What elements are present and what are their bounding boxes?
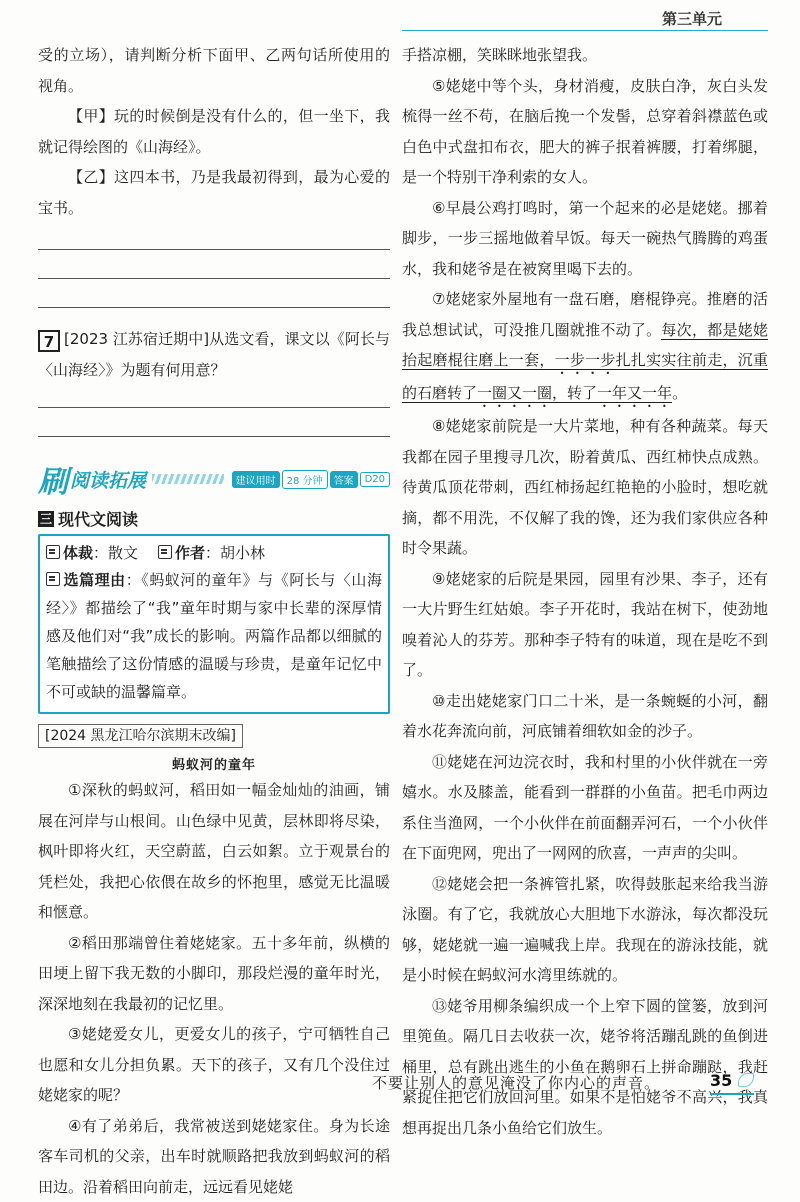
question-7 xyxy=(38,324,390,385)
yi-text: 这四本书，乃是我最初得到，最为心爱的宝书。 xyxy=(38,168,390,217)
paragraph-6: ⑥早晨公鸡打鸣时，第一个起来的必是姥姥。挪着脚步，一步三摇地做着早饭。每天一碗热气腾腾的鸡蛋水，我和姥爷是在被窝里喝下去的。 xyxy=(402,193,768,285)
reading-banner xyxy=(38,457,390,501)
page-number-text: 35 xyxy=(710,1071,732,1090)
paragraph-13: ⑬姥爷用柳条编织成一个上窄下圆的筐篓，放到河里篼鱼。隔几日去收获一次，姥爷将活蹦乱跳的鱼倒进桶里，总有跳出逃生的小鱼在鹅卵石上拼命蹦跶，我赶紧捉住把它们放回河里。如果不是怕姥爷不高兴，我真想再捉出几条小鱼给它们放生。 xyxy=(402,991,768,1144)
answer-line[interactable] xyxy=(38,249,390,250)
genre-label: 体裁 xyxy=(63,544,93,562)
paragraph-4-end: 手搭凉棚，笑眯眯地张望我。 xyxy=(402,40,768,71)
p7-e: ，转了 xyxy=(552,384,597,402)
jia-label: 【甲】 xyxy=(68,107,114,125)
paragraph-3: ③姥姥爱女儿，更爱女儿的孩子，宁可牺牲自己也愿和女儿分担负累。天下的孩子，又有几个没住过姥姥家的呢？ xyxy=(38,1019,390,1111)
paragraph-2: ②稻田那端曾住着姥姥家。五十多年前，纵横的田埂上留下我无数的小脚印，那段烂漫的童年时光，深深地刻在我最初的记忆里。 xyxy=(38,928,390,1020)
author-value: ：胡小林 xyxy=(205,544,265,562)
page-number xyxy=(710,1069,754,1095)
q7-source: [2023 江苏宿迁期中] xyxy=(64,330,209,348)
banner-brand: 刷 xyxy=(38,457,68,501)
reason-label: 选篇理由 xyxy=(63,571,126,589)
p7-g: 。 xyxy=(672,384,687,402)
paragraph-7 xyxy=(402,284,768,411)
passage-info-box xyxy=(38,534,390,714)
dotted-phrase: 一年又一年 xyxy=(597,384,672,402)
book-icon xyxy=(46,545,60,559)
note-icon xyxy=(46,572,60,586)
answer-line[interactable] xyxy=(38,407,390,408)
author-label: 作者 xyxy=(175,544,205,562)
left-column xyxy=(38,40,390,1202)
jia-text: 玩的时候倒是没有什么的，但一坐下，我就记得绘图的《山海经》。 xyxy=(38,107,390,156)
genre xyxy=(46,540,138,566)
passage-title: 蚂蚁河的童年 xyxy=(38,754,390,773)
leaf-icon xyxy=(738,1073,754,1087)
banner-title: 阅读拓展 xyxy=(70,466,146,493)
yi-label: 【乙】 xyxy=(68,168,114,186)
passage-source: [2024 黑龙江哈尔滨期末改编] xyxy=(38,724,243,748)
dotted-phrase: 一步一步 xyxy=(555,351,616,369)
p7-a: 每次，都是姥姥抬起磨棍往磨上一套， xyxy=(402,321,768,370)
paragraph-5: ⑤姥姥中等个头，身材消瘦，皮肤白净，灰白头发梳得一丝不苟，在脑后挽一个发髻，总穿着斜襟蓝色或白色中式盘扣布衣，肥大的裤子抿着裤腰，打着绑腿，是一个特别干净利索的女人。 xyxy=(402,71,768,193)
unit-header: 第三单元 xyxy=(662,8,722,29)
paragraph-1: ①深秋的蚂蚁河，稻田如一幅金灿灿的油画，铺展在河岸与山根间。山色绿中见黄，层林即将尽染，枫叶即将火红，天空蔚蓝，白云如絮。立于观景台的凭栏处，我把心依偎在故乡的怀抱里，感觉无比温暖和惬意。 xyxy=(38,775,390,928)
paragraph-12: ⑫姥姥会把一条裤管扎紧，吹得鼓胀起来给我当游泳圈。有了它，我就放心大胆地下水游泳，每次都没玩够，姥姥就一遍一遍喊我上岸。我现在的游泳技能，就是小时候在蚂蚁河水湾里练就的。 xyxy=(402,869,768,991)
sentence-jia xyxy=(38,101,390,162)
banner-stripes xyxy=(152,474,224,484)
sentence-yi xyxy=(38,162,390,223)
answer-line[interactable] xyxy=(38,307,390,308)
selection-reason xyxy=(46,566,382,706)
right-column xyxy=(402,40,768,1143)
answer-line[interactable] xyxy=(38,278,390,279)
section-title: 现代文阅读 xyxy=(58,507,138,530)
question-number-badge: 7 xyxy=(38,330,60,352)
answer-page: D20 xyxy=(360,472,390,487)
dotted-phrase: 一圈又一圈 xyxy=(477,384,552,402)
time-value: 28 分钟 xyxy=(282,470,328,489)
genre-value: ：散文 xyxy=(93,544,138,562)
header-rule xyxy=(402,30,768,31)
pen-icon xyxy=(158,545,172,559)
p7-start: ⑦姥姥家外屋地有一盘石磨，磨棍铮亮。推磨的活我总想试试，可没推几圈就推不动了。 xyxy=(402,290,768,339)
paragraph-9: ⑨姥姥家的后院是果园，园里有沙果、李子，还有一大片野生红姑娘。李子开花时，我站在树下，使劲地嗅着沁人的芬芳。那种李子特有的味道，现在是吃不到了。 xyxy=(402,564,768,686)
reason-text: ：《蚂蚁河的童年》与《阿长与〈山海经〉》都描绘了“我”童年时期与家中长辈的深厚情感及他们对“我”成长的影响。两篇作品都以细腻的笔触描绘了这份情感的温暖与珍贵，是童年记忆中不可或缺的温馨篇章。 xyxy=(46,571,382,701)
paragraph-11: ⑪姥姥在河边浣衣时，我和村里的小伙伴就在一旁嬉水。水及膝盖，能看到一群群的小鱼苗。把毛巾两边系住当渔网，一个小伙伴在前面翻弄河石，一个小伙伴在下面兜网，兜出了一网网的欣喜，一声声的尖叫。 xyxy=(402,747,768,869)
section-heading xyxy=(38,507,390,530)
section-number: 三 xyxy=(38,511,54,527)
p7-c: 扎扎实实往前走，沉重的石磨转了 xyxy=(402,351,768,402)
q7-text: 从选文看，课文以《阿长与〈山海经〉》为题有何用意？ xyxy=(38,330,390,379)
paragraph-10: ⑩走出姥姥家门口二十米，是一条蜿蜒的小河，翻着水花奔流向前，河底铺着细软如金的沙子。 xyxy=(402,686,768,747)
time-label: 建议用时 xyxy=(232,471,280,488)
answer-label: 答案 xyxy=(330,471,358,488)
paragraph-4: ④有了弟弟后，我常被送到姥姥家住。身为长途客车司机的父亲，出车时就顺路把我放到蚂蚁河的稻田边。沿着稻田向前走，远远看见姥姥 xyxy=(38,1111,390,1202)
footer-motto: 不要让别人的意见淹没了你内心的声音。 xyxy=(372,1072,660,1093)
author xyxy=(158,540,265,566)
question-intro: 受的立场），请判断分析下面甲、乙两句话所使用的视角。 xyxy=(38,40,390,101)
paragraph-8: ⑧姥姥家前院是一大片菜地，种有各种蔬菜。每天我都在园子里搜寻几次，盼着黄瓜、西红柿快点成熟。待黄瓜顶花带刺，西红柿扬起红艳艳的小脸时，想吃就摘，都不用洗，不仅解了我的馋，还为我们家供应各种时令果蔬。 xyxy=(402,411,768,564)
answer-line[interactable] xyxy=(38,436,390,437)
